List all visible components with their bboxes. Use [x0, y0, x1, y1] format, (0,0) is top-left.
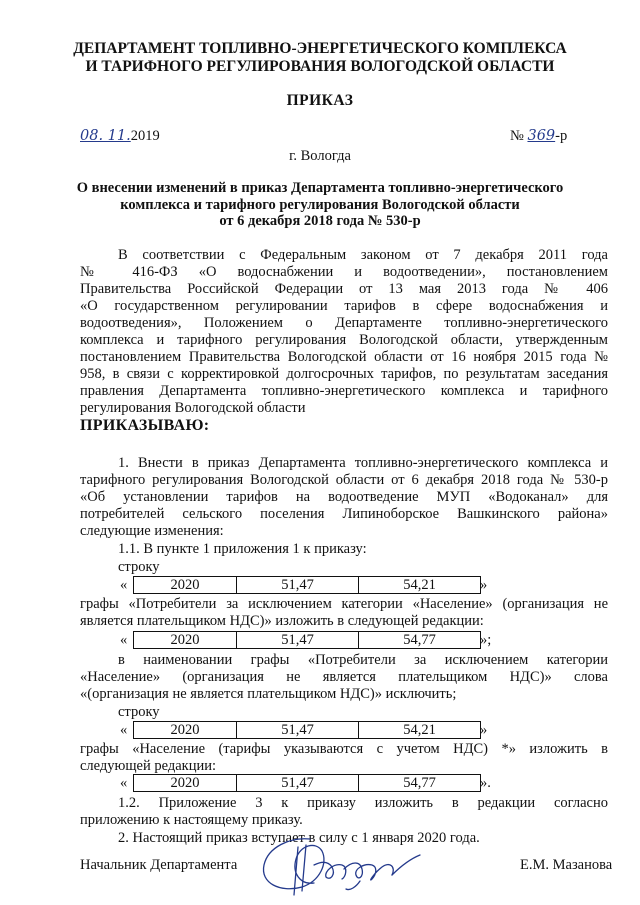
- grafy-2-line-2: следующей редакции:: [80, 758, 217, 774]
- subitem-1-1: 1.1. В пункте 1 приложения 1 к приказу:: [118, 541, 367, 557]
- open-quote: «: [120, 632, 128, 648]
- item-1-line: следующие изменения:: [80, 523, 224, 539]
- item-1-line: «Об установлении тарифов на водоотведение МУП «Водоканал» для: [80, 489, 608, 505]
- close-quote: ».: [480, 775, 491, 791]
- item-1-line: тарифного регулирования Вологодской области от 6 декабря 2018 года № 530-р: [80, 472, 608, 488]
- order-year: 2019: [130, 128, 160, 144]
- city: г. Вологда: [289, 148, 351, 164]
- tariff-value-2: 54,77: [403, 632, 436, 648]
- handwritten-signature: [250, 825, 450, 900]
- tariff-year: 2020: [134, 775, 237, 791]
- subitem-1-2-line-2: приложению к настоящему приказу.: [80, 812, 303, 828]
- preamble-line: комплекса и тарифного регулирования Вологодской области, утвержденным: [80, 332, 608, 348]
- tariff-value-1: 51,47: [237, 632, 359, 648]
- preamble-line: регулирования Вологодской области: [80, 400, 306, 416]
- tariff-value-1: 51,47: [237, 722, 359, 738]
- department-line-2: И ТАРИФНОГО РЕГУЛИРОВАНИЯ ВОЛОГОДСКОЙ ОБЛАСТИ: [85, 58, 555, 75]
- signatory-position: Начальник Департамента: [80, 857, 238, 873]
- subject-line-3: от 6 декабря 2018 года № 530-р: [219, 213, 421, 229]
- preamble-line: 958, в связи с корректировкой долгосрочных тарифов, по результатам заседания: [80, 366, 608, 382]
- handwritten-number: 369: [527, 128, 556, 144]
- prikazyvayu-heading: ПРИКАЗЫВАЮ:: [80, 417, 210, 434]
- preamble-line: В соответствии с Федеральным законом от 7 декабря 2011 года: [118, 247, 608, 263]
- tariff-year: 2020: [134, 722, 237, 738]
- preamble-line: «О государственном регулировании тарифов в сфере водоснабжения и: [80, 298, 608, 314]
- tariff-value-2: 54,21: [403, 722, 436, 738]
- tariff-value-2: 54,77: [403, 775, 436, 791]
- open-quote: «: [120, 722, 128, 738]
- subject-line-1: О внесении изменений в приказ Департамента топливно-энергетического: [76, 180, 564, 196]
- document-type: ПРИКАЗ: [286, 92, 354, 109]
- order-date: [80, 128, 160, 145]
- stroku-label: строку: [118, 559, 160, 575]
- department-header: [0, 40, 640, 76]
- tariff-row-old-2: [133, 721, 481, 739]
- number-suffix: -р: [555, 128, 568, 144]
- tariff-year: 2020: [134, 632, 237, 648]
- tariff-row-new-2: [133, 774, 481, 792]
- naim-line-3: «(организация не является плательщиком НДС)» исключить;: [80, 686, 457, 702]
- item-2: 2. Настоящий приказ вступает в силу с 1 января 2020 года.: [118, 830, 480, 846]
- stroku-label: строку: [118, 704, 160, 720]
- department-line-1: ДЕПАРТАМЕНТ ТОПЛИВНО-ЭНЕРГЕТИЧЕСКОГО КОМПЛЕКСА: [73, 40, 567, 57]
- tariff-value-2: 54,21: [403, 577, 436, 593]
- handwritten-date: 08. 11.: [80, 128, 131, 144]
- order-subject: [0, 180, 640, 230]
- tariff-value-1: 51,47: [237, 577, 359, 593]
- preamble-line: водоотведения», Положением о Департаменте топливно-энергетического: [80, 315, 608, 331]
- close-quote: »: [480, 577, 488, 593]
- tariff-value-1: 51,47: [237, 775, 359, 791]
- preamble-line: № 416-ФЗ «О водоснабжении и водоотведении», постановлением: [80, 264, 608, 280]
- signatory-name: Е.М. Мазанова: [520, 857, 613, 873]
- preamble-line: постановлением Правительства Вологодской области от 16 ноября 2015 года №: [80, 349, 608, 365]
- subject-line-2: комплекса и тарифного регулирования Вологодской области: [120, 196, 520, 213]
- naim-line-1: в наименовании графы «Потребители за исключением категории: [118, 652, 608, 668]
- open-quote: «: [120, 775, 128, 791]
- naim-line-2: «Население» (организация не является плательщиком НДС)» слова: [80, 669, 608, 685]
- close-quote: »: [480, 722, 488, 738]
- number-sign: №: [510, 128, 524, 144]
- item-1-line: потребителей сельского поселения Липиноборское Вашкинского района»: [80, 506, 608, 522]
- order-number: [510, 128, 567, 145]
- grafy-1-line-2: является плательщиком НДС)» изложить в следующей редакции:: [80, 613, 484, 629]
- subitem-1-2-line-1: 1.2. Приложение 3 к приказу изложить в редакции согласно: [118, 795, 608, 811]
- tariff-row-new-1: [133, 631, 481, 649]
- tariff-row-old-1: [133, 576, 481, 594]
- open-quote: «: [120, 577, 128, 593]
- grafy-2-line-1: графы «Население (тарифы указываются с учетом НДС) *» изложить в: [80, 741, 608, 757]
- preamble-line: Правительства Российской Федерации от 13 мая 2013 года № 406: [80, 281, 608, 297]
- close-quote: »;: [480, 632, 492, 648]
- item-1-line: 1. Внести в приказ Департамента топливно-энергетического комплекса и: [118, 455, 608, 471]
- tariff-year: 2020: [134, 577, 237, 593]
- grafy-1-line-1: графы «Потребители за исключением категории «Население» (организация не: [80, 596, 608, 612]
- preamble-line: правления Департамента топливно-энергетического комплекса и тарифного: [80, 383, 608, 399]
